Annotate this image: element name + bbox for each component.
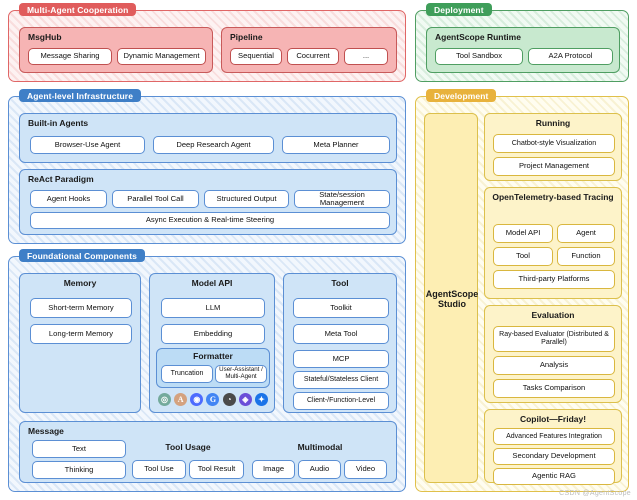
chip-stateful-stateless-client[interactable]: Stateful/Stateless Client	[293, 371, 389, 389]
chip-toolkit[interactable]: Toolkit	[293, 298, 389, 318]
panel-msghub	[19, 27, 213, 73]
panel-label-model-api: Model API	[191, 278, 233, 288]
panel-label-react-paradigm: ReAct Paradigm	[28, 174, 94, 184]
chip-advanced-features-integration[interactable]: Advanced Features Integration	[493, 428, 615, 445]
chip-cocurrent[interactable]: Cocurrent	[287, 48, 339, 65]
chip-sequential[interactable]: Sequential	[230, 48, 282, 65]
chip-project-management[interactable]: Project Management	[493, 157, 615, 176]
chip-agent-hooks[interactable]: Agent Hooks	[30, 190, 107, 208]
chip-mcp[interactable]: MCP	[293, 350, 389, 368]
panel-memory	[19, 273, 141, 413]
group-title-multi-agent-cooperation: Multi-Agent Cooperation	[19, 3, 136, 16]
chip-llm[interactable]: LLM	[161, 298, 265, 318]
chip-message-sharing[interactable]: Message Sharing	[28, 48, 112, 65]
panel-label-running: Running	[535, 118, 571, 128]
chip-secondary-development[interactable]: Secondary Development	[493, 448, 615, 465]
chip-agent[interactable]: Agent	[557, 224, 615, 243]
openai-logo: ◎	[158, 393, 171, 406]
chip-structured-output[interactable]: Structured Output	[204, 190, 289, 208]
chip-user-assistant-multi-agent[interactable]: User-Assistant / Multi-Agent	[215, 365, 267, 383]
panel-pipeline	[221, 27, 397, 73]
model-provider-logos	[154, 390, 272, 408]
panel-label-formatter: Formatter	[193, 351, 233, 361]
panel-evaluation	[484, 305, 622, 403]
ollama-logo: ◔	[223, 393, 236, 406]
chip-meta-planner[interactable]: Meta Planner	[282, 136, 390, 154]
panel-message	[19, 421, 397, 483]
chip-agentic-rag[interactable]: Agentic RAG	[493, 468, 615, 485]
label-multimodal: Multimodal	[297, 442, 343, 452]
group-multi-agent-cooperation	[8, 4, 406, 82]
chip-deep-research-agent[interactable]: Deep Research Agent	[153, 136, 274, 154]
panel-label-evaluation: Evaluation	[531, 310, 575, 320]
chip-pipeline-more[interactable]: ...	[344, 48, 388, 65]
chip-a2a-protocol[interactable]: A2A Protocol	[528, 48, 613, 65]
panel-label-copilot-friday: Copilot—Friday!	[519, 414, 587, 424]
group-development	[415, 90, 629, 492]
group-title-foundational-components: Foundational Components	[19, 249, 145, 262]
panel-label-built-in-agents: Built-in Agents	[28, 118, 89, 128]
panel-tool	[283, 273, 397, 413]
panel-label-message: Message	[28, 426, 64, 436]
anthropic-logo: A	[174, 393, 187, 406]
panel-running	[484, 113, 622, 181]
panel-label-pipeline: Pipeline	[230, 32, 263, 42]
chip-text[interactable]: Text	[32, 440, 126, 458]
chip-image[interactable]: Image	[252, 460, 295, 479]
panel-agentscope-studio	[424, 113, 478, 483]
group-title-deployment: Deployment	[426, 3, 492, 16]
qwen-logo: ◈	[239, 393, 252, 406]
chip-meta-tool[interactable]: Meta Tool	[293, 324, 389, 344]
gemini-logo: ✦	[255, 393, 268, 406]
chip-async-execution-realtime-steering[interactable]: Async Execution & Real-time Steering	[30, 212, 390, 229]
panel-formatter	[156, 348, 270, 388]
panel-built-in-agents	[19, 113, 397, 163]
panel-label-tool: Tool	[331, 278, 349, 288]
chip-dynamic-management[interactable]: Dynamic Management	[117, 48, 206, 65]
chip-long-term-memory[interactable]: Long-term Memory	[30, 324, 132, 344]
chip-tasks-comparison[interactable]: Tasks Comparison	[493, 379, 615, 398]
chip-tool-sandbox[interactable]: Tool Sandbox	[435, 48, 523, 65]
panel-label-msghub: MsgHub	[28, 32, 62, 42]
label-agentscope-studio: AgentScope Studio	[425, 289, 479, 309]
group-title-agent-level-infrastructure: Agent-level Infrastructure	[19, 89, 141, 102]
group-foundational-components	[8, 250, 406, 492]
panel-react-paradigm	[19, 169, 397, 235]
group-agent-level-infrastructure	[8, 90, 406, 244]
panel-model-api	[149, 273, 275, 413]
panel-label-memory: Memory	[63, 278, 97, 288]
chip-model-api[interactable]: Model API	[493, 224, 553, 243]
group-title-development: Development	[426, 89, 496, 102]
chip-parallel-tool-call[interactable]: Parallel Tool Call	[112, 190, 199, 208]
chip-tool-use[interactable]: Tool Use	[132, 460, 186, 479]
google-logo: G	[206, 393, 219, 406]
chip-tool-result[interactable]: Tool Result	[189, 460, 244, 479]
deepseek-logo: ◉	[190, 393, 203, 406]
group-deployment	[415, 4, 629, 82]
chip-thinking[interactable]: Thinking	[32, 461, 126, 479]
watermark: CSDN @AgentScope	[559, 490, 631, 497]
chip-state-session-management[interactable]: State/session Management	[294, 190, 390, 208]
chip-browser-use-agent[interactable]: Browser-Use Agent	[30, 136, 145, 154]
chip-video[interactable]: Video	[344, 460, 387, 479]
chip-embedding[interactable]: Embedding	[161, 324, 265, 344]
panel-agentscope-runtime	[426, 27, 620, 73]
chip-function[interactable]: Function	[557, 247, 615, 266]
panel-label-opentelemetry-tracing: OpenTelemetry-based Tracing	[492, 192, 614, 202]
chip-truncation[interactable]: Truncation	[161, 365, 213, 383]
chip-tool[interactable]: Tool	[493, 247, 553, 266]
panel-copilot-friday	[484, 409, 622, 483]
chip-short-term-memory[interactable]: Short-term Memory	[30, 298, 132, 318]
chip-chatbot-style-visualization[interactable]: Chatbot-style Visualization	[493, 134, 615, 153]
label-tool-usage: Tool Usage	[165, 442, 211, 452]
panel-label-agentscope-runtime: AgentScope Runtime	[435, 32, 521, 42]
chip-third-party-platforms[interactable]: Third-party Platforms	[493, 270, 615, 289]
chip-analysis[interactable]: Analysis	[493, 356, 615, 375]
chip-client-function-level[interactable]: Client-/Function-Level	[293, 392, 389, 410]
chip-ray-based-evaluator[interactable]: Ray-based Evaluator (Distributed & Parallel)	[493, 326, 615, 352]
panel-opentelemetry-tracing	[484, 187, 622, 299]
chip-audio[interactable]: Audio	[298, 460, 341, 479]
